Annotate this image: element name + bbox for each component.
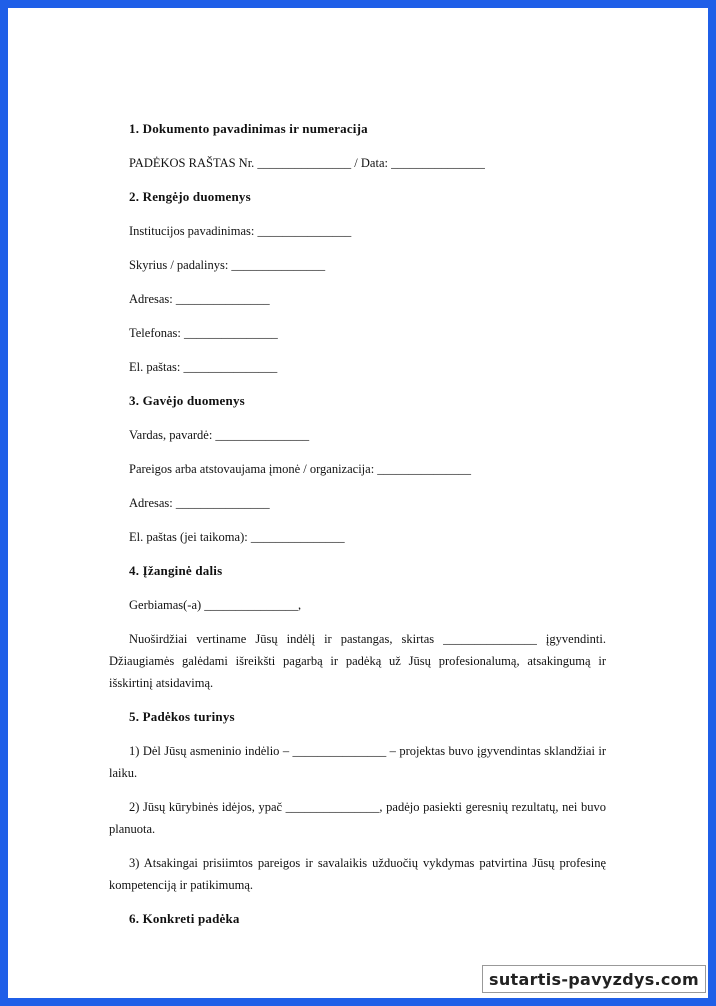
- section-heading-5: 5. Padėkos turinys: [129, 709, 235, 724]
- thanks-item-3: 3) Atsakingai prisiimtos pareigos ir savalaikis užduočių vykdymas patvirtina Jūsų profesinę kompetenciją ir patikimumą.: [109, 856, 606, 892]
- salutation-line: Gerbiamas(-a) _______________,: [129, 598, 302, 612]
- thanks-item-2: 2) Jūsų kūrybinės idėjos, ypač _______________, padėjo pasiekti geresnių rezultatų, nei buvo planuota.: [109, 800, 606, 836]
- institution-name-line: Institucijos pavadinimas: _______________: [129, 224, 352, 238]
- section-heading-1: 1. Dokumento pavadinimas ir numeracija: [129, 121, 368, 136]
- phone-line: Telefonas: _______________: [129, 326, 278, 340]
- sender-email-line: El. paštas: _______________: [129, 360, 278, 374]
- department-line: Skyrius / padalinys: _______________: [129, 258, 326, 272]
- thanks-item-1: 1) Dėl Jūsų asmeninio indėlio – _______________ – projektas buvo įgyvendintas sklandžiai ir laiku.: [109, 744, 606, 780]
- recipient-email-line: El. paštas (jei taikoma): _______________: [129, 530, 345, 544]
- section-heading-4: 4. Įžanginė dalis: [129, 563, 223, 578]
- recipient-address-line: Adresas: _______________: [129, 496, 270, 510]
- recipient-position-line: Pareigos arba atstovaujama įmonė / organizacija: _______________: [129, 462, 472, 476]
- intro-paragraph: Nuoširdžiai vertiname Jūsų indėlį ir pastangas, skirtas _______________ įgyvendinti. Džiaugiamės galėdami išreikšti pagarbą ir padėką už Jūsų profesionalumą, atsakingumą ir išskirtinį atsidavimą.: [109, 632, 606, 690]
- watermark-label: sutartis-pavyzdys.com: [482, 965, 706, 993]
- document-content: [109, 118, 606, 942]
- document-title-line: PADĖKOS RAŠTAS Nr. _______________ / Data: _______________: [129, 156, 485, 170]
- document-page: [8, 8, 708, 998]
- section-heading-3: 3. Gavėjo duomenys: [129, 393, 245, 408]
- sender-address-line: Adresas: _______________: [129, 292, 270, 306]
- section-heading-6: 6. Konkreti padėka: [129, 911, 240, 926]
- section-heading-2: 2. Rengėjo duomenys: [129, 189, 251, 204]
- recipient-name-line: Vardas, pavardė: _______________: [129, 428, 310, 442]
